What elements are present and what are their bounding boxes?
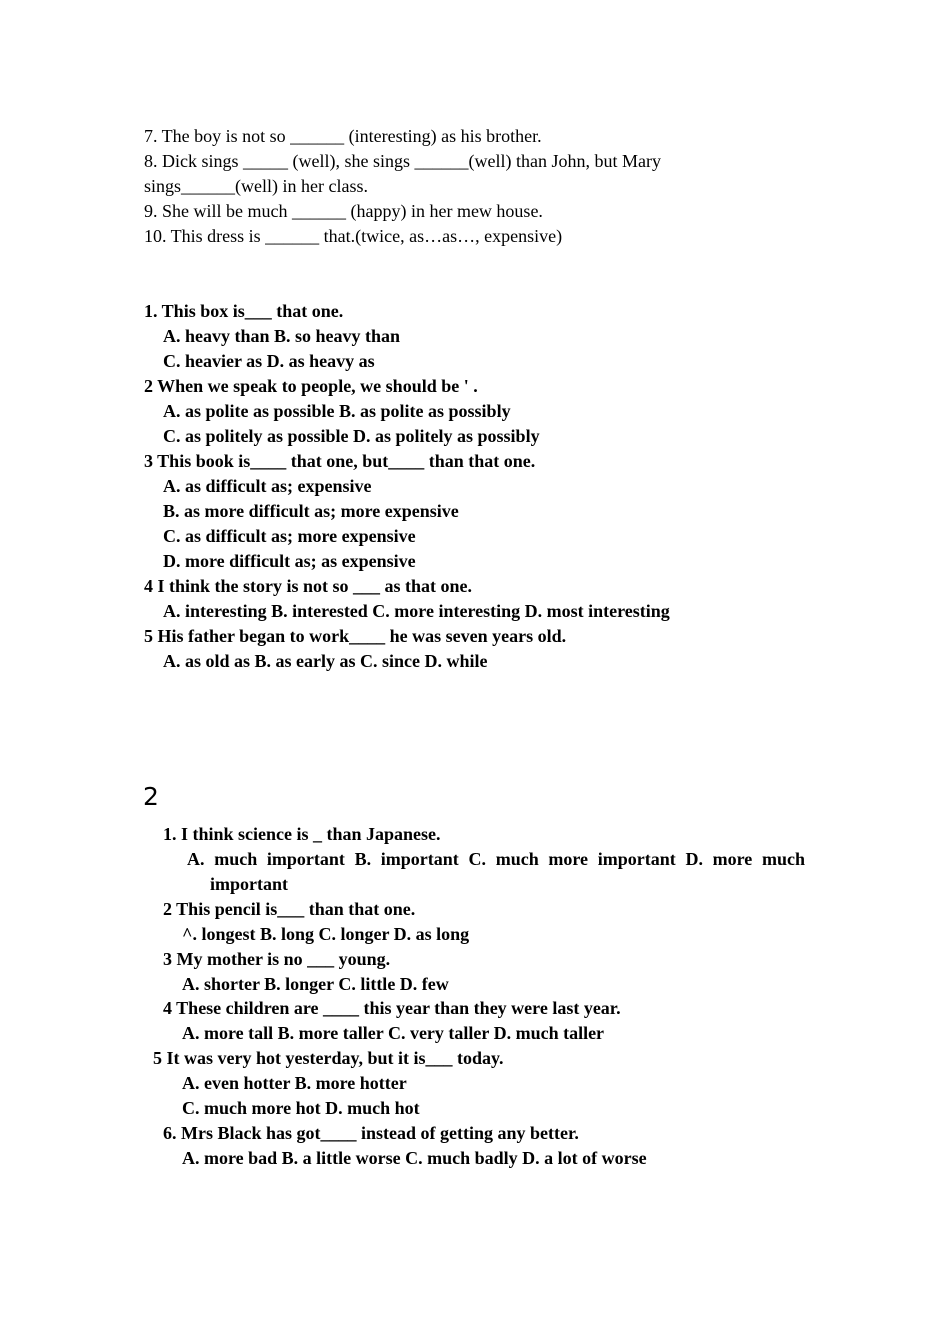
s1-question-3: 3 This book is____ that one, but____ than that one.	[144, 451, 536, 471]
fill-in-item-9: 9. She will be much ______ (happy) in her mew house.	[144, 201, 543, 221]
s2-q1-options-continued: important	[210, 874, 288, 894]
s1-q3-option-c: C. as difficult as; more expensive	[163, 526, 416, 546]
s1-q5-options: A. as old as B. as early as C. since D. while	[163, 651, 488, 671]
s1-q3-option-d: D. more difficult as; as expensive	[163, 551, 416, 571]
s1-q1-options-cd: C. heavier as D. as heavy as	[163, 351, 375, 371]
s1-question-4: 4 I think the story is not so ___ as that one.	[144, 576, 473, 596]
s2-q5-options-ab: A. even hotter B. more hotter	[182, 1073, 407, 1093]
fill-in-item-8: 8. Dick sings _____ (well), she sings ______(well) than John, but Mary	[144, 151, 661, 171]
s1-q4-options: A. interesting B. interested C. more interesting D. most interesting	[163, 601, 670, 621]
s2-q2-options: ^. longest B. long C. longer D. as long	[182, 924, 470, 944]
fill-in-item-7: 7. The boy is not so ______ (interesting) as his brother.	[144, 126, 542, 146]
s1-question-2: 2 When we speak to people, we should be ' .	[144, 376, 478, 396]
s1-question-1: 1. This box is___ that one.	[144, 301, 344, 321]
s1-question-5: 5 His father began to work____ he was seven years old.	[144, 626, 567, 646]
fill-in-item-8-continued: sings______(well) in her class.	[144, 176, 368, 196]
s2-q5-options-cd: C. much more hot D. much hot	[182, 1098, 420, 1118]
s2-q6-options: A. more bad B. a little worse C. much badly D. a lot of worse	[182, 1148, 647, 1168]
s2-q1-options: A. much important B. important C. much more important D. more much	[187, 849, 805, 869]
s1-q3-option-a: A. as difficult as; expensive	[163, 476, 372, 496]
s2-question-6: 6. Mrs Black has got____ instead of getting any better.	[163, 1123, 579, 1143]
s1-q3-option-b: B. as more difficult as; more expensive	[163, 501, 459, 521]
s1-q1-options-ab: A. heavy than B. so heavy than	[163, 326, 401, 346]
s1-q2-options-ab: A. as polite as possible B. as polite as possibly	[163, 401, 511, 421]
s2-question-1: 1. I think science is _ than Japanese.	[163, 824, 441, 844]
s2-q3-options: A. shorter B. longer C. little D. few	[182, 974, 449, 994]
section-number: 2	[143, 782, 159, 811]
fill-in-item-10: 10. This dress is ______ that.(twice, as…as…, expensive)	[144, 226, 563, 246]
s2-question-4: 4 These children are ____ this year than they were last year.	[163, 998, 621, 1018]
s1-q2-options-cd: C. as politely as possible D. as politely as possibly	[163, 426, 540, 446]
s2-question-3: 3 My mother is no ___ young.	[163, 949, 391, 969]
s2-q4-options: A. more tall B. more taller C. very taller D. much taller	[182, 1023, 605, 1043]
s2-question-2: 2 This pencil is___ than that one.	[163, 899, 416, 919]
s2-question-5: 5 It was very hot yesterday, but it is___ today.	[153, 1048, 504, 1068]
